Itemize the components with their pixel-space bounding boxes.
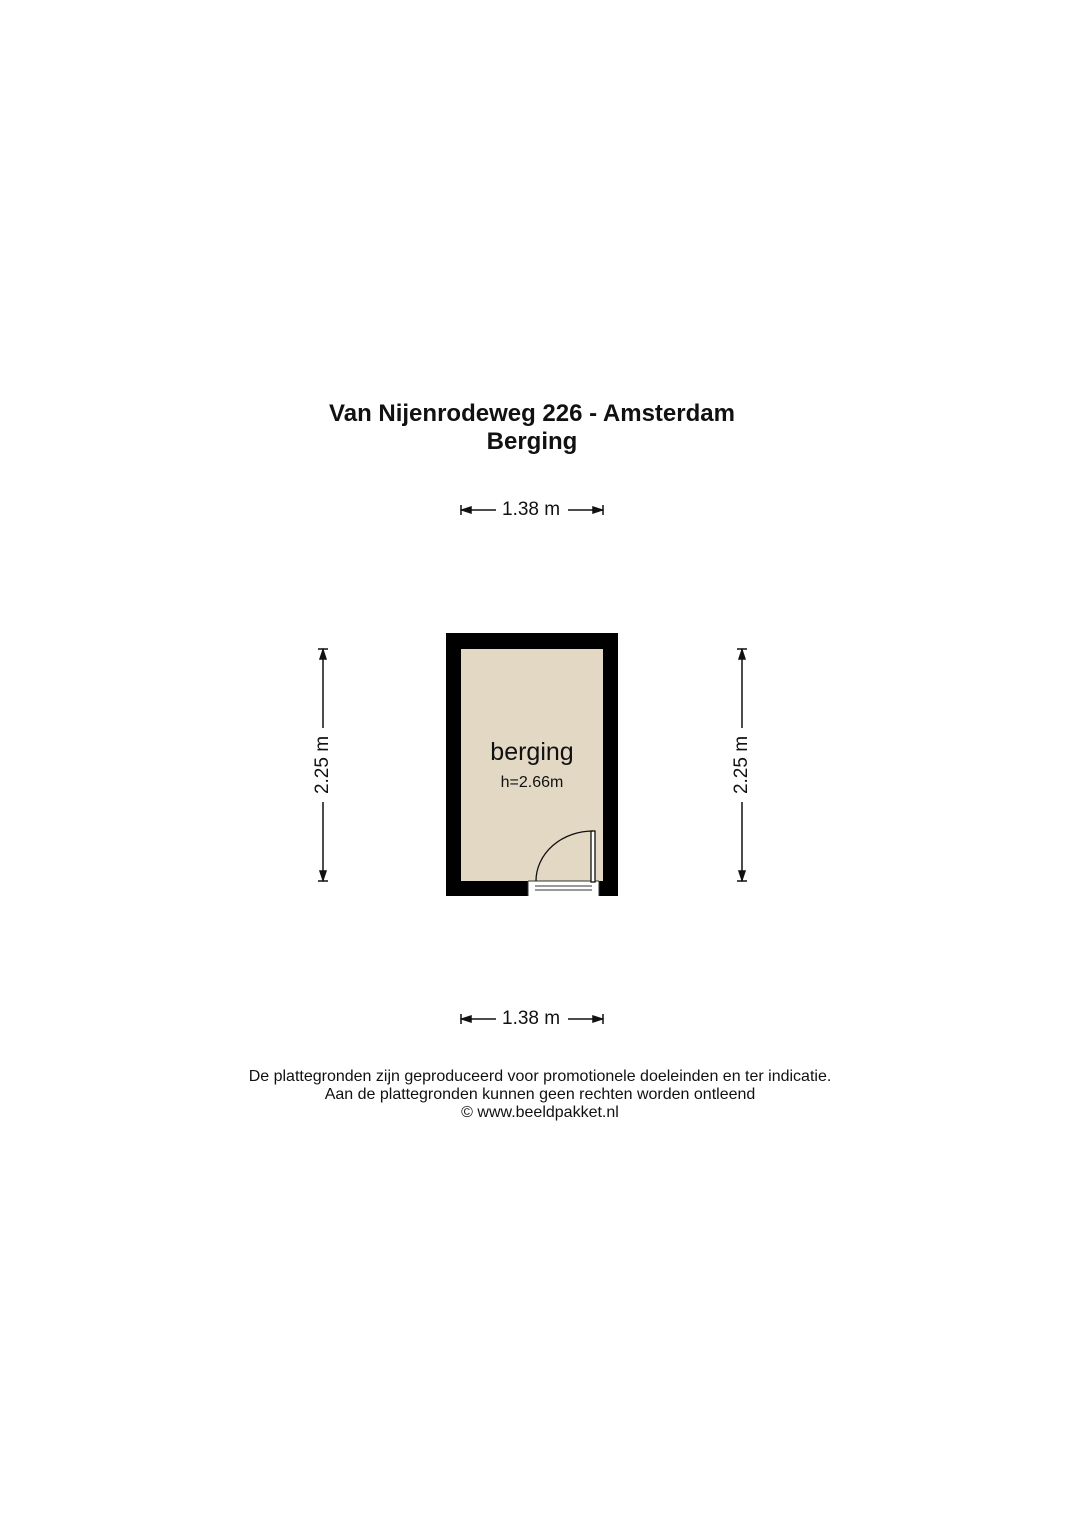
room-name-label: berging: [490, 738, 574, 766]
right-depth-label: 2.25 m: [731, 730, 753, 800]
address-title: Van Nijenrodeweg 226 - Amsterdam: [329, 400, 735, 427]
door-opening: [528, 881, 599, 896]
copyright-line: © www.beeldpakket.nl: [461, 1104, 619, 1121]
disclaimer-line-1: De plattegronden zijn geproduceerd voor promotionele doeleinden en ter indicatie.: [248, 1068, 832, 1085]
room-height-label: h=2.66m: [500, 774, 564, 791]
disclaimer-line-2: Aan de plattegronden kunnen geen rechten worden ontleend: [324, 1086, 756, 1103]
left-depth-label: 2.25 m: [312, 730, 334, 800]
top-width-label: 1.38 m: [496, 499, 566, 521]
floor-title: Berging: [486, 428, 578, 455]
bottom-width-label: 1.38 m: [496, 1008, 566, 1030]
